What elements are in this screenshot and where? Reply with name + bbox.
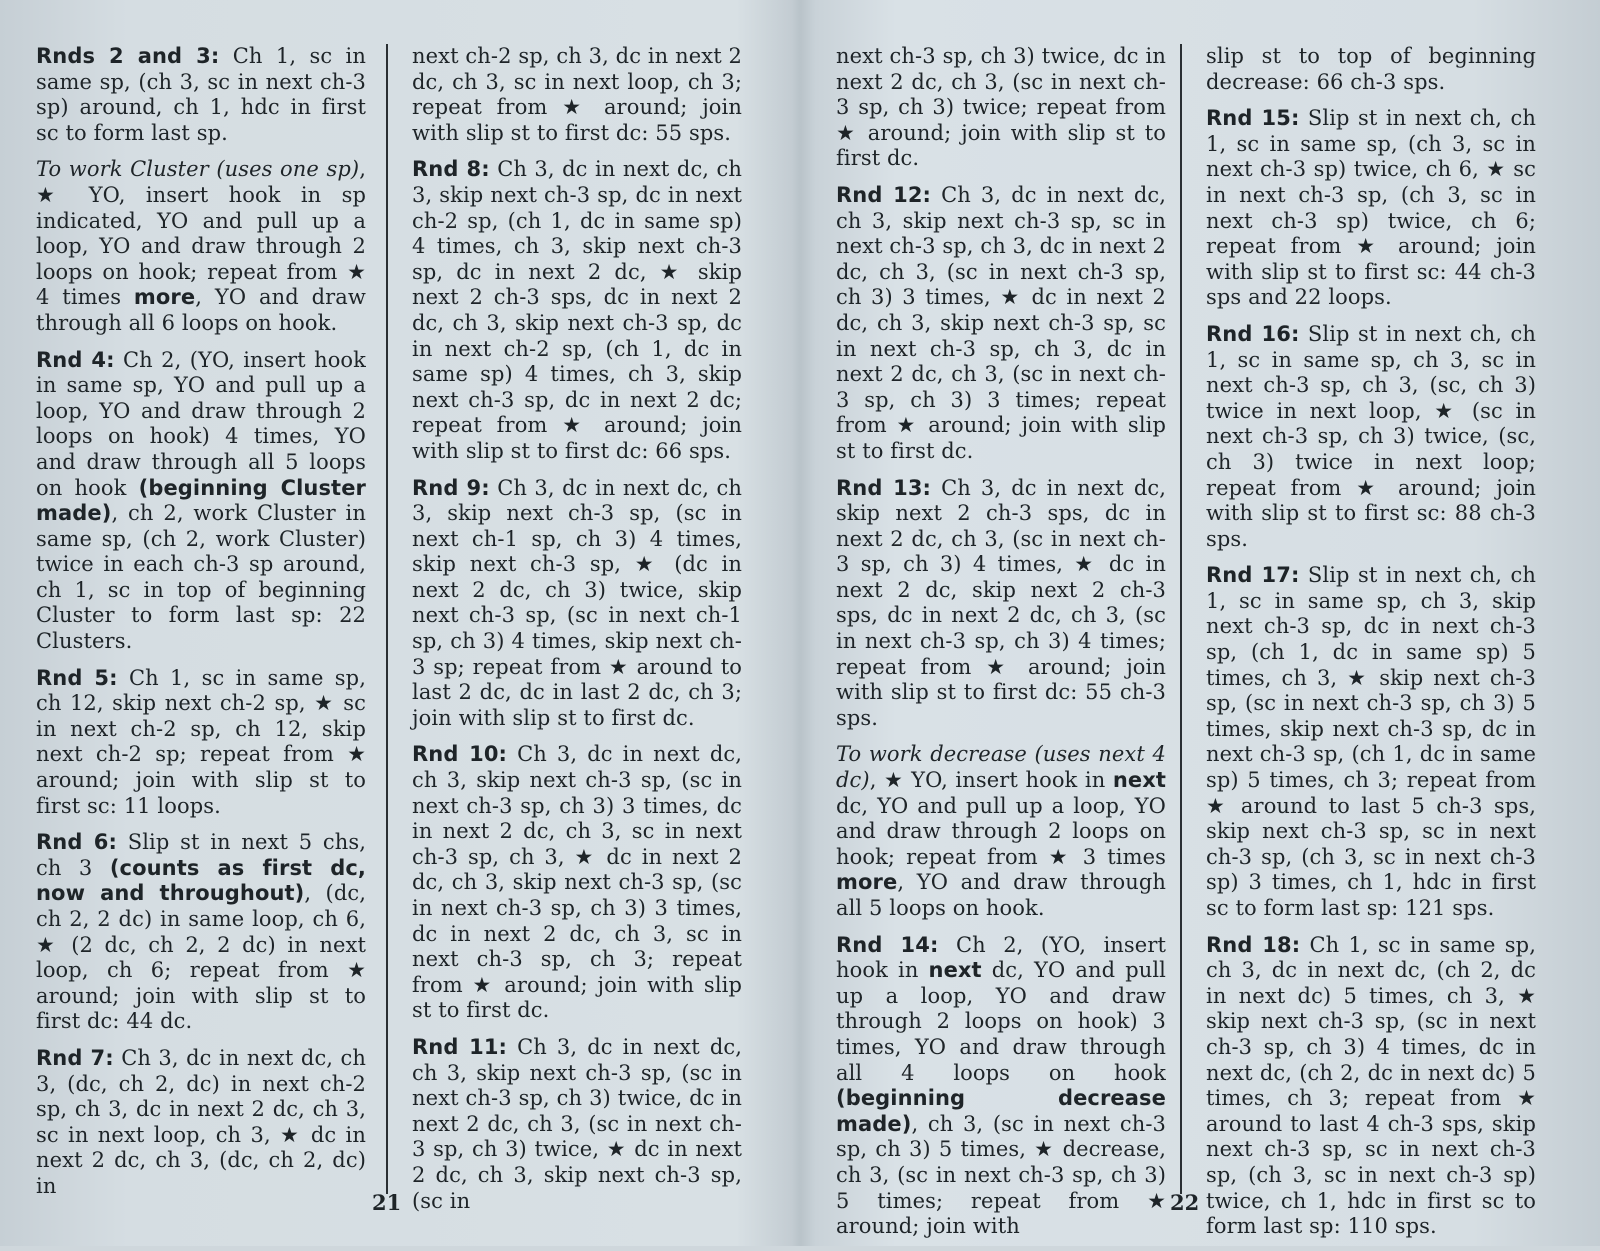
instruction-text: , YO and draw through all 5 loops on hook.: [836, 870, 1166, 920]
round-heading: Rnd 15:: [1206, 106, 1300, 131]
round-heading: Rnds 2 and 3:: [36, 44, 220, 68]
instruction-rnd-17: [1206, 563, 1536, 921]
instruction-text: Ch 2, (YO, insert hook in: [836, 932, 1166, 983]
instruction-text: , ★ YO, insert hook in: [869, 768, 1113, 793]
round-heading: Rnd 9:: [412, 475, 490, 500]
instruction-text: Ch 3, dc in next dc, skip next 2 ch-3 sps, dc in next 2 dc, ch 3, (sc in next ch-3 sp, ch 3) 4 times, ★ dc in next 2 dc, skip next 2 ch-3 sps, dc in next 2 dc, ch 3, (sc in next ch-3 sp, ch 3) 4 times; repeat from ★ around; join with slip st to first dc: 55 ch-3 sps.: [836, 475, 1166, 730]
page-number-22: 22: [1170, 1190, 1200, 1215]
instruction-text: Ch 1, sc in same sp, ch 12, skip next ch-2 sp, ★ sc in next ch-2 sp, ch 12, skip next ch-2 sp; repeat from ★ around; join with slip st to first sc: 11 loops.: [36, 665, 366, 818]
round-heading: Rnd 12:: [836, 182, 932, 207]
bold-text: (beginning decrease made): [836, 1086, 1166, 1136]
round-heading: Rnd 10:: [412, 742, 508, 767]
column-divider: [1180, 44, 1182, 1194]
instruction-text: next ch-2 sp, ch 3, dc in next 2 dc, ch 3, sc in next loop, ch 3; repeat from ★ around; join with slip st to first dc: 55 sps.: [412, 44, 742, 145]
bold-text: next: [928, 958, 982, 983]
instruction-text: , (dc, ch 2, 2 dc) in same loop, ch 6, ★ (2 dc, ch 2, 2 dc) in next loop, ch 6; repeat from ★ around; join with slip st to first dc: 44 dc.: [36, 881, 366, 1034]
column-divider: [386, 44, 388, 1194]
left-page-column-1: [36, 44, 366, 1211]
right-page-column-2: [1206, 44, 1536, 1251]
instruction-rnd-11: [412, 1035, 742, 1214]
instruction-rnds-2-3: [36, 44, 366, 146]
bold-text: (counts as first dc, now and throughout): [36, 855, 367, 906]
bold-text: more: [133, 285, 196, 310]
page-number-21: 21: [372, 1190, 402, 1215]
instruction-rnd-18: [1206, 933, 1536, 1240]
stitch-heading: To work Cluster: [36, 157, 209, 182]
instruction-text: Slip st in next 5 chs, ch 3: [36, 830, 367, 880]
bold-text: more: [836, 870, 898, 895]
instruction-text: , ch 3, (sc in next ch-3 sp, ch 3) 5 times, ★ decrease, ch 3, (sc in next ch-3 sp, ch 3) 5 times; repeat from ★ around; join with: [836, 1111, 1166, 1239]
instruction-rnd-10: [412, 742, 742, 1024]
instruction-text: Ch 3, dc in next dc, ch 3, (dc, ch 2, dc) in next ch-2 sp, ch 3, dc in next 2 dc, ch 3, sc in next loop, ch 3, ★ dc in next 2 dc, ch 3, (dc, ch 2, dc) in: [36, 1045, 366, 1198]
instruction-text: Slip st in next ch, ch 1, sc in same sp, (ch 3, sc in next ch-3 sp) twice, ch 6, ★ sc in next ch-3 sp, (ch 3, sc in next ch-3 sp) twice, ch 6; repeat from ★ around; join with slip st to first sc: 44 ch-3 sps and 22 loops.: [1206, 106, 1536, 310]
round-heading: Rnd 4:: [36, 347, 115, 372]
instruction-text: Ch 2, (YO, insert hook in same sp, YO and pull up a loop, YO and draw through 2 loops on hook) 4 times, YO and draw through all 5 loops on hook: [36, 347, 367, 500]
page-21: [0, 0, 800, 1246]
instruction-rnd-7: [36, 1046, 366, 1200]
instruction-text: dc, YO and pull up a loop, YO and draw through 2 loops on hook; repeat from ★ 3 times: [836, 793, 1166, 869]
instruction-rnd-7-cont: [412, 44, 742, 146]
instruction-cluster: [36, 157, 366, 336]
instruction-text: Ch 3, dc in next dc, ch 3, skip next ch-3 sp, sc in next ch-3 sp, ch 3, dc in next 2 dc, ch 3, (sc in next ch-3 sp, ch 3) 3 times, ★ dc in next 2 dc, ch 3, skip next ch-3 sp, sc in next ch-3 sp, ch 3, dc in next 2 dc, ch 3, (sc in next ch-3 sp, ch 3) 3 times; repeat from ★ around; join with slip st to first dc.: [836, 182, 1166, 463]
instruction-text: Ch 1, sc in same sp, ch 3, dc in next dc, (ch 2, dc in next dc) 5 times, ch 3, ★ skip next ch-3 sp, (sc in next ch-3 sp, ch 3) 4 times, dc in next dc, (ch 2, dc in next dc) 5 times, ch 3; repeat from ★ around to last 4 ch-3 sps, skip next ch-3 sp, sc in next ch-3 sp, (ch 3, sc in next ch-3 sp) twice, ch 1, hdc in first sc to form last sp: 110 sps.: [1206, 932, 1536, 1239]
stitch-note: (uses one sp): [208, 157, 360, 182]
round-heading: Rnd 5:: [36, 665, 118, 690]
round-heading: Rnd 8:: [412, 157, 490, 182]
round-heading: Rnd 16:: [1206, 321, 1300, 346]
instruction-text: , YO and draw through all 6 loops on hook.: [36, 285, 366, 335]
instruction-decrease: [836, 742, 1166, 921]
stitch-heading: To work decrease: [836, 742, 1027, 767]
instruction-text: dc, YO and pull up a loop, YO and draw through 2 loops on hook) 3 times, YO and draw through all 4 loops on hook: [836, 958, 1166, 1085]
instruction-rnd-11-cont: [836, 44, 1166, 172]
instruction-rnd-14-cont: [1206, 44, 1536, 95]
round-heading: Rnd 18:: [1206, 932, 1301, 957]
bold-text: next: [1112, 768, 1166, 793]
instruction-rnd-13: [836, 476, 1166, 732]
page-22: [800, 0, 1600, 1246]
instruction-text: slip st to top of beginning decrease: 66 ch-3 sps.: [1206, 44, 1536, 94]
instruction-text: Slip st in next ch, ch 1, sc in same sp, ch 3, sc in next ch-3 sp, ch 3, (sc, ch 3) twice in next loop, ★ (sc in next ch-3 sp, ch 3) twice, (sc, ch 3) twice in next loop; repeat from ★ around; join with slip st to first sc: 88 ch-3 sps.: [1206, 321, 1536, 551]
round-heading: Rnd 17:: [1206, 563, 1300, 588]
instruction-rnd-16: [1206, 322, 1536, 552]
instruction-text: , ch 2, work Cluster in same sp, (ch 2, work Cluster) twice in each ch-3 sp around, ch 1, sc in top of beginning Cluster to form last sp: 22 Clusters.: [36, 501, 366, 654]
round-heading: Rnd 14:: [836, 932, 939, 957]
round-heading: Rnd 13:: [836, 475, 932, 500]
instruction-text: Ch 1, sc in same sp, (ch 3, sc in next ch-3 sp) around, ch 1, hdc in first sc to form last sp.: [36, 44, 366, 145]
instruction-rnd-9: [412, 476, 742, 732]
round-heading: Rnd 7:: [36, 1045, 114, 1070]
instruction-rnd-12: [836, 183, 1166, 465]
instruction-text: Ch 3, dc in next dc, ch 3, skip next ch-3 sp, dc in next ch-2 sp, (ch 1, dc in same sp) 4 times, ch 3, skip next ch-3 sp, dc in next 2 dc, ★ skip next 2 ch-3 sps, dc in next 2 dc, ch 3, skip next ch-3 sp, dc in next ch-2 sp, (ch 1, dc in same sp) 4 times, ch 3, skip next ch-3 sp, dc in next 2 dc; repeat from ★ around; join with slip st to first dc: 66 sps.: [412, 157, 742, 463]
left-page-column-2: [412, 44, 742, 1225]
instruction-rnd-4: [36, 348, 366, 655]
instruction-rnd-8: [412, 157, 742, 464]
instruction-text: next ch-3 sp, ch 3) twice, dc in next 2 dc, ch 3, (sc in next ch-3 sp, ch 3) twice; repeat from ★ around; join with slip st to first dc.: [836, 44, 1166, 171]
right-page-column-1: [836, 44, 1166, 1251]
instruction-rnd-14: [836, 933, 1166, 1240]
instruction-text: , ★ YO, insert hook in sp indicated, YO and pull up a loop, YO and draw through 2 loops on hook; repeat from ★ 4 times: [36, 157, 366, 310]
instruction-text: Ch 3, dc in next dc, ch 3, skip next ch-3 sp, (sc in next ch-3 sp, ch 3) 3 times, dc in next 2 dc, ch 3, sc in next ch-3 sp, ch 3, ★ dc in next 2 dc, ch 3, skip next ch-3 sp, (sc in next ch-3 sp, ch 3) 3 times, dc in next 2 dc, ch 3, sc in next ch-3 sp, ch 3; repeat from ★ around; join with slip st to first dc.: [412, 742, 742, 1023]
instruction-text: Ch 3, dc in next dc, ch 3, skip next ch-3 sp, (sc in next ch-3 sp, ch 3) twice, dc in next 2 dc, ch 3, (sc in next ch-3 sp, ch 3) twice, ★ dc in next 2 dc, ch 3, skip next ch-3 sp, (sc in: [412, 1034, 742, 1213]
instruction-rnd-6: [36, 830, 366, 1035]
bold-text: (beginning Cluster made): [36, 475, 366, 526]
instruction-rnd-5: [36, 666, 366, 820]
instruction-text: Slip st in next ch, ch 1, sc in same sp, ch 3, skip next ch-3 sp, dc in next ch-3 sp, (ch 1, dc in same sp) 5 times, ch 3, ★ skip next ch-3 sp, (sc in next ch-3 sp, ch 3) 5 times, skip next ch-3 sp, dc in next ch-3 sp, (ch 1, dc in same sp) 5 times, ch 3; repeat from ★ around to last 5 ch-3 sps, skip next ch-3 sp, sc in next ch-3 sp, (ch 3, sc in next ch-3 sp) 3 times, ch 1, hdc in first sc to form last sp: 121 sps.: [1206, 563, 1536, 920]
round-heading: Rnd 6:: [36, 830, 118, 855]
stitch-note: (uses next 4 dc): [836, 742, 1166, 793]
instruction-rnd-15: [1206, 106, 1536, 311]
round-heading: Rnd 11:: [412, 1034, 508, 1059]
instruction-text: Ch 3, dc in next dc, ch 3, skip next ch-3 sp, (sc in next ch-1 sp, ch 3) 4 times, skip next ch-3 sp, ★ (dc in next 2 dc, ch 3) twice, skip next ch-3 sp, (sc in next ch-1 sp, ch 3) 4 times, skip next ch-3 sp; repeat from ★ around to last 2 dc, dc in last 2 dc, ch 3; join with slip st to first dc.: [412, 475, 742, 730]
